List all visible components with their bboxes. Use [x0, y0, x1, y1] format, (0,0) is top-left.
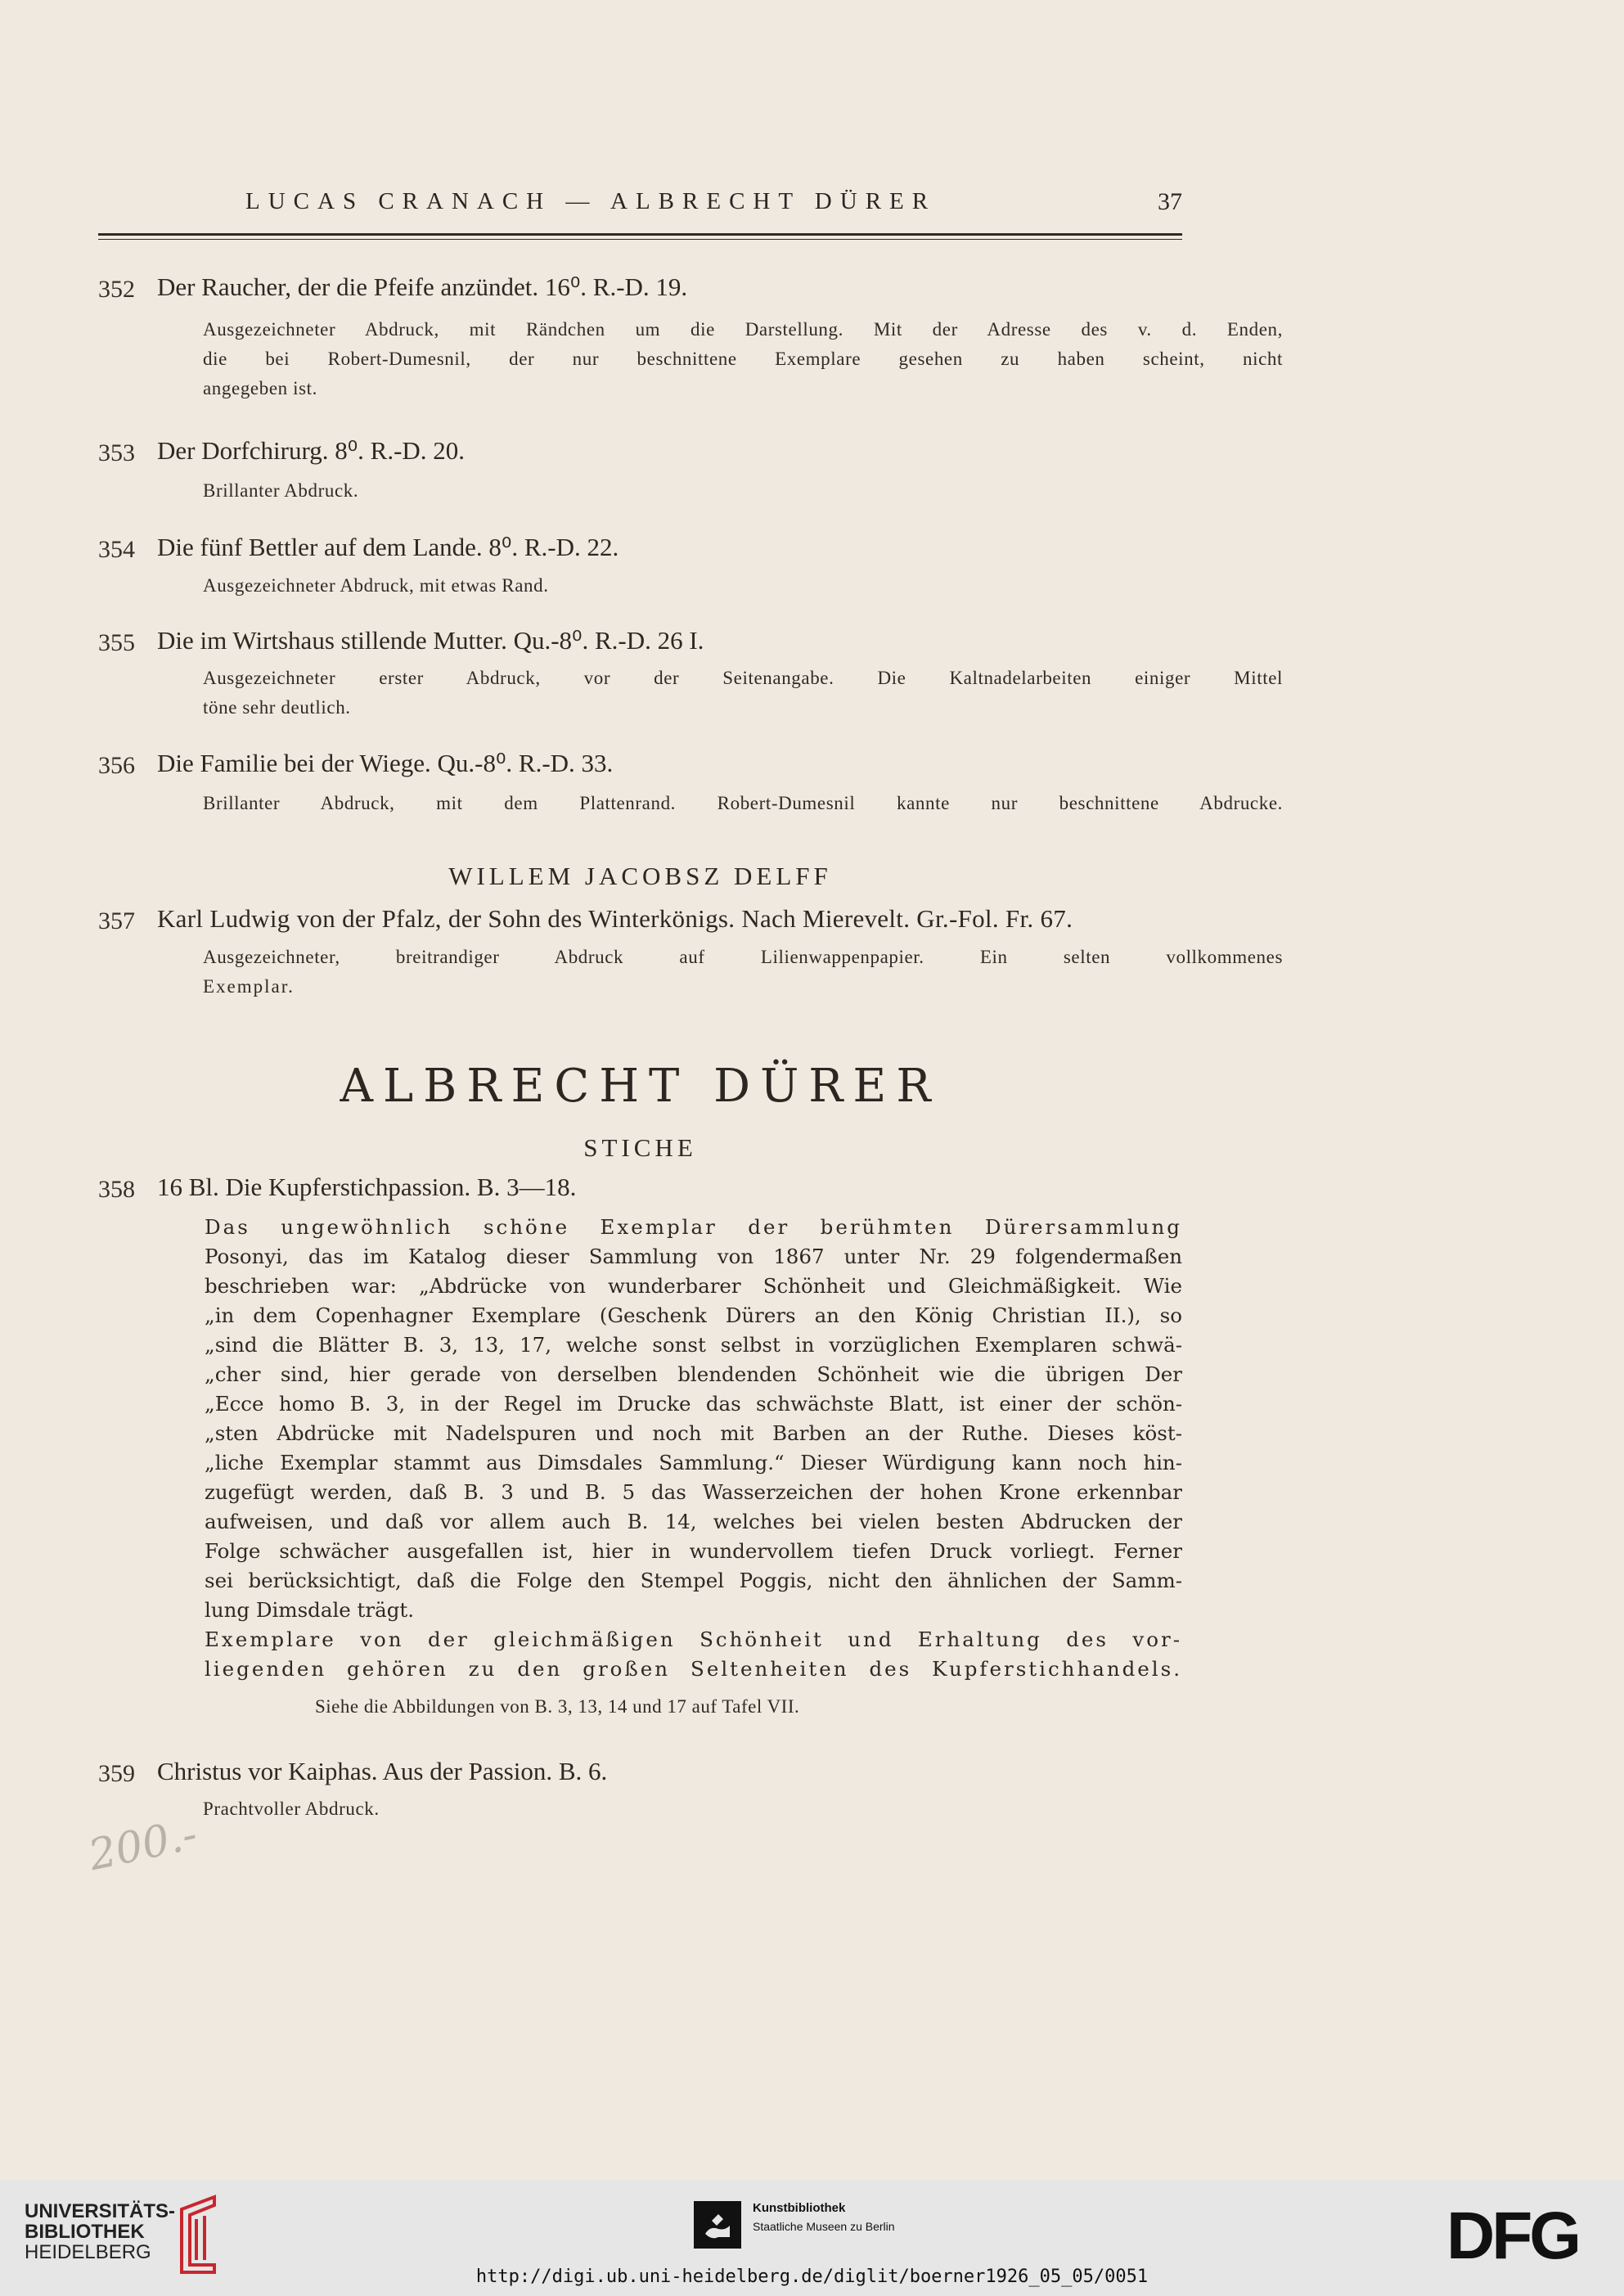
entry-number: 357 — [98, 907, 135, 934]
dfg-logo: DFG — [1446, 2199, 1579, 2273]
entry-description — [203, 571, 1283, 601]
entry-description — [203, 789, 1283, 818]
university-library-logo-text — [25, 2201, 175, 2262]
section-heading-willem: WILLEM JACOBSZ DELFF — [448, 862, 832, 890]
desc-line: „in dem Copenhagner Exemplare (Geschenk Dürers an den König Christian II.), so — [205, 1303, 1182, 1327]
kb-subtitle: Staatliche Museen zu Berlin — [753, 2220, 895, 2233]
desc-line: Ausgezeichneter Abdruck, mit Rändchen um die Darstellung. Mit der Adresse des v. d. Enden, — [203, 319, 1283, 340]
desc-line: die bei Robert-Dumesnil, der nur beschnittene Exemplare gesehen zu haben scheint, nicht — [203, 349, 1283, 369]
desc-line: Ausgezeichneter Abdruck, mit etwas Rand. — [203, 575, 549, 596]
entry-title: 16 Bl. Die Kupferstichpassion. B. 3—18. — [157, 1173, 577, 1201]
entry-number: 356 — [98, 752, 135, 779]
desc-line: Posonyi, das im Katalog dieser Sammlung von 1867 unter Nr. 29 folgendermaßen — [205, 1245, 1182, 1268]
desc-line: Exemplar. — [203, 976, 295, 997]
desc-line: beschrieben war: „Abdrücke von wunderbarer Schönheit und Gleichmäßigkeit. Wie — [205, 1274, 1182, 1298]
running-title: LUCAS CRANACH — ALBRECHT DÜRER — [245, 188, 937, 214]
entry-description — [203, 943, 1283, 1002]
desc-line: „sten Abdrücke mit Nadelspuren und noch mit Barben an der Ruthe. Dieses köst- — [205, 1421, 1182, 1445]
desc-line: zugefügt werden, daß B. 3 und B. 5 das Wasserzeichen der hohen Krone erkennbar — [205, 1480, 1182, 1504]
section-heading-albrecht: ALBRECHT DÜRER — [340, 1060, 941, 1113]
entry-title: Der Dorfchirurg. 8⁰. R.-D. 20. — [157, 436, 466, 465]
entry-title: Der Raucher, der die Pfeife anzündet. 16⁰. R.-D. 19. — [157, 272, 688, 301]
kunstbibliothek-label — [753, 2199, 895, 2235]
entry-description — [203, 476, 1283, 506]
desc-line: angegeben ist. — [203, 378, 317, 398]
uni-line: HEIDELBERG — [25, 2241, 151, 2263]
desc-line: aufweisen, und daß vor allem auch B. 14, welches bei vielen besten Abdrucken der — [205, 1510, 1182, 1533]
entry-description — [203, 1794, 1283, 1824]
university-library-logo-icon — [164, 2193, 229, 2275]
desc-line: Exemplare von der gleichmäßigen Schönheit und Erhaltung des vor- — [205, 1627, 1182, 1651]
permalink-url[interactable]: http://digi.ub.uni-heidelberg.de/diglit/boerner1926_05_05/0051 — [475, 2267, 1149, 2287]
header-rule-thin — [98, 239, 1182, 240]
entry-number: 353 — [98, 439, 135, 466]
desc-line: lung Dimsdale trägt. — [205, 1598, 415, 1622]
desc-line: Brillanter Abdruck. — [203, 480, 359, 501]
desc-line: Ausgezeichneter, breitrandiger Abdruck auf Lilienwappenpapier. Ein selten vollkommenes — [203, 947, 1283, 967]
entry-number: 359 — [98, 1760, 135, 1787]
entry-title: Die Familie bei der Wiege. Qu.-8⁰. R.-D. 33. — [157, 749, 614, 777]
entry-title: Karl Ludwig von der Pfalz, der Sohn des Winterkönigs. Nach Mierevelt. Gr.-Fol. Fr. 67. — [157, 904, 1073, 933]
entry-358-description — [205, 1213, 1182, 1684]
desc-line: liegenden gehören zu den großen Seltenheiten des Kupferstichhandels. — [205, 1657, 1182, 1681]
desc-line: Brillanter Abdruck, mit dem Plattenrand. Robert-Dumesnil kannte nur beschnittene Abdrucke. — [203, 793, 1283, 813]
entry-description — [203, 664, 1283, 723]
desc-line: „cher sind, hier gerade von derselben blendenden Schönheit wie die übrigen Der — [205, 1362, 1182, 1386]
pencil-annotation: 200.- — [84, 1809, 202, 1881]
entry-title: Die fünf Bettler auf dem Lande. 8⁰. R.-D. 22. — [157, 533, 619, 561]
entry-title: Christus vor Kaiphas. Aus der Passion. B. 6. — [157, 1757, 608, 1785]
desc-line: Ausgezeichneter erster Abdruck, vor der Seitenangabe. Die Kaltnadelarbeiten einiger Mittel — [203, 668, 1283, 688]
desc-line: „Ecce homo B. 3, in der Regel im Drucke das schwächste Blatt, ist einer der schön- — [205, 1392, 1182, 1416]
header-rule — [98, 233, 1182, 236]
entry-number: 352 — [98, 276, 135, 303]
section-subheading-stiche: STICHE — [583, 1133, 697, 1162]
desc-line: Prachtvoller Abdruck. — [203, 1799, 380, 1819]
entry-description — [203, 315, 1283, 403]
desc-line: sei berücksichtigt, daß die Folge den Stempel Poggis, nicht den ähnlichen der Samm- — [205, 1569, 1182, 1592]
desc-line: Das ungewöhnlich schöne Exemplar der berühmten Dürersammlung — [205, 1215, 1182, 1239]
kunstbibliothek-logo-icon — [694, 2201, 741, 2249]
page-number: 37 — [1158, 188, 1182, 215]
desc-line: Folge schwächer ausgefallen ist, hier in wundervollem tiefen Druck vorliegt. Ferner — [205, 1539, 1182, 1563]
entry-title: Die im Wirtshaus stillende Mutter. Qu.-8⁰. R.-D. 26 I. — [157, 626, 704, 655]
running-header — [98, 188, 1182, 221]
illustration-reference: Siehe die Abbildungen von B. 3, 13, 14 und 17 auf Tafel VII. — [315, 1696, 800, 1717]
uni-line: BIBLIOTHEK — [25, 2221, 145, 2243]
entry-number: 358 — [98, 1176, 135, 1203]
desc-line: „sind die Blätter B. 3, 13, 17, welche sonst selbst in vorzüglichen Exemplaren schwä- — [205, 1333, 1182, 1357]
kb-name: Kunstbibliothek — [753, 2201, 846, 2215]
desc-line: „liche Exemplar stammt aus Dimsdales Sammlung.“ Dieser Würdigung kann noch hin- — [205, 1451, 1182, 1474]
uni-line: UNIVERSITÄTS- — [25, 2200, 176, 2222]
entry-number: 355 — [98, 629, 135, 656]
entry-number: 354 — [98, 536, 135, 563]
desc-line: töne sehr deutlich. — [203, 697, 351, 718]
